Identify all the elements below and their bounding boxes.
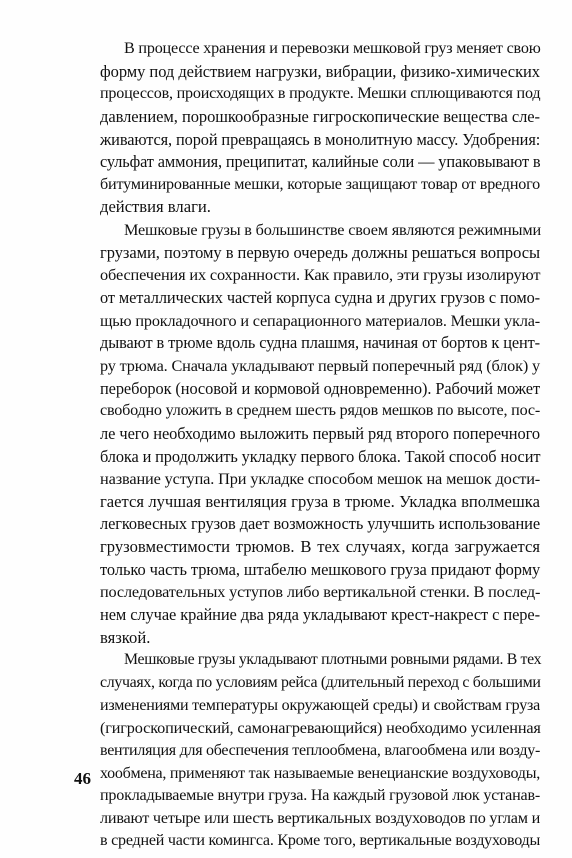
text-line: действия влаги. [100,197,211,217]
page-number: 46 [74,769,91,788]
paragraph [74,219,540,649]
text-line: грузами, поэтому в первую очередь должны решаться вопросы [100,242,540,262]
text-line: живаются, порой превращаясь в монолитную массу. Удобрения: [100,129,541,149]
text-line: сульфат аммония, преципитат, калийные соли — упаковывают в [100,152,541,172]
text-line: форму под действием нагрузки, вибрации, физико-химических [100,61,540,81]
text-line: Мешковые грузы укладывают плотными ровными рядами. В тех [124,651,542,669]
body-text [74,38,540,853]
text-line: в средней части комингса. Кроме того, вертикальные воздуховоды [100,832,541,850]
text-line: дывают в трюме вдоль судна плашмя, начиная от бортов к цент- [100,333,540,353]
text-line: обеспечения их сохранности. Как правило, эти грузы изолируют [100,265,541,285]
text-line: нем случае крайние два ряда укладывают крест-накрест с пере- [100,605,540,625]
text-line: хообмена, применяют так называемые венецианские воздуховоды, [100,764,540,782]
text-line: В процессе хранения и перевозки мешковой груз меняет свою [124,40,541,57]
text-line: гается лучшая вентиляция груза в трюме. Укладка вполмешка [100,491,540,511]
text-line: (гигроскопический, самонагревающийся) необходимо усиленная [100,719,541,738]
paragraph [74,38,540,219]
text-line: блока и продолжить укладку первого блока. Такой способ носит [100,446,541,466]
text-line: прокладываемые внутри груза. На каждый грузовой люк устанав- [100,787,540,805]
text-line: переборок (носовой и кормовой одновременно). Рабочий может [100,378,541,398]
text-line: ру трюма. Сначала укладывают первый поперечный ряд (блок) у [100,356,541,375]
text-line: изменениями температуры окружающей среды) и свойствам груза [100,696,540,714]
text-line: название уступа. При укладке способом мешок на мешок дости- [100,469,541,489]
text-line: только часть трюма, штабелю мешкового груза придают форму [100,559,541,579]
text-line: ле чего необходимо выложить первый ряд второго поперечного [100,423,540,443]
text-line: последовательных уступов либо вертикальной стенки. В послед- [100,583,541,602]
text-line: случаях, когда по условиям рейса (длительный переход с большими [100,673,541,691]
text-line: Мешковые грузы в большинстве своем являются режимными [124,221,541,240]
text-line: легковесных грузов дает возможность улучшить использование [100,514,540,534]
text-line: щью прокладочного и сепарационного материалов. Мешки укла- [100,311,540,330]
text-line: от металлических частей корпуса судна и других грузов с помо- [100,288,540,308]
text-line: вязкой. [100,627,151,647]
paragraph [74,649,540,853]
text-line: вентиляция для обеспечения теплообмена, влагообмена или возду- [100,741,541,759]
text-line: свободно уложить в среднем шесть рядов мешков по высоте, пос- [100,402,540,420]
text-line: процессов, происходящих в продукте. Мешки сплющиваются под [100,85,541,103]
text-line: грузовместимости трюмов. В тех случаях, когда загружается [100,537,540,557]
text-line: давлением, порошкообразные гигроскопические вещества сле- [100,106,540,126]
text-line: битуминированные мешки, которые защищают товар от вредного [100,175,540,193]
text-line: ливают четыре или шесть вертикальных воздуховодов по углам и [100,809,541,827]
